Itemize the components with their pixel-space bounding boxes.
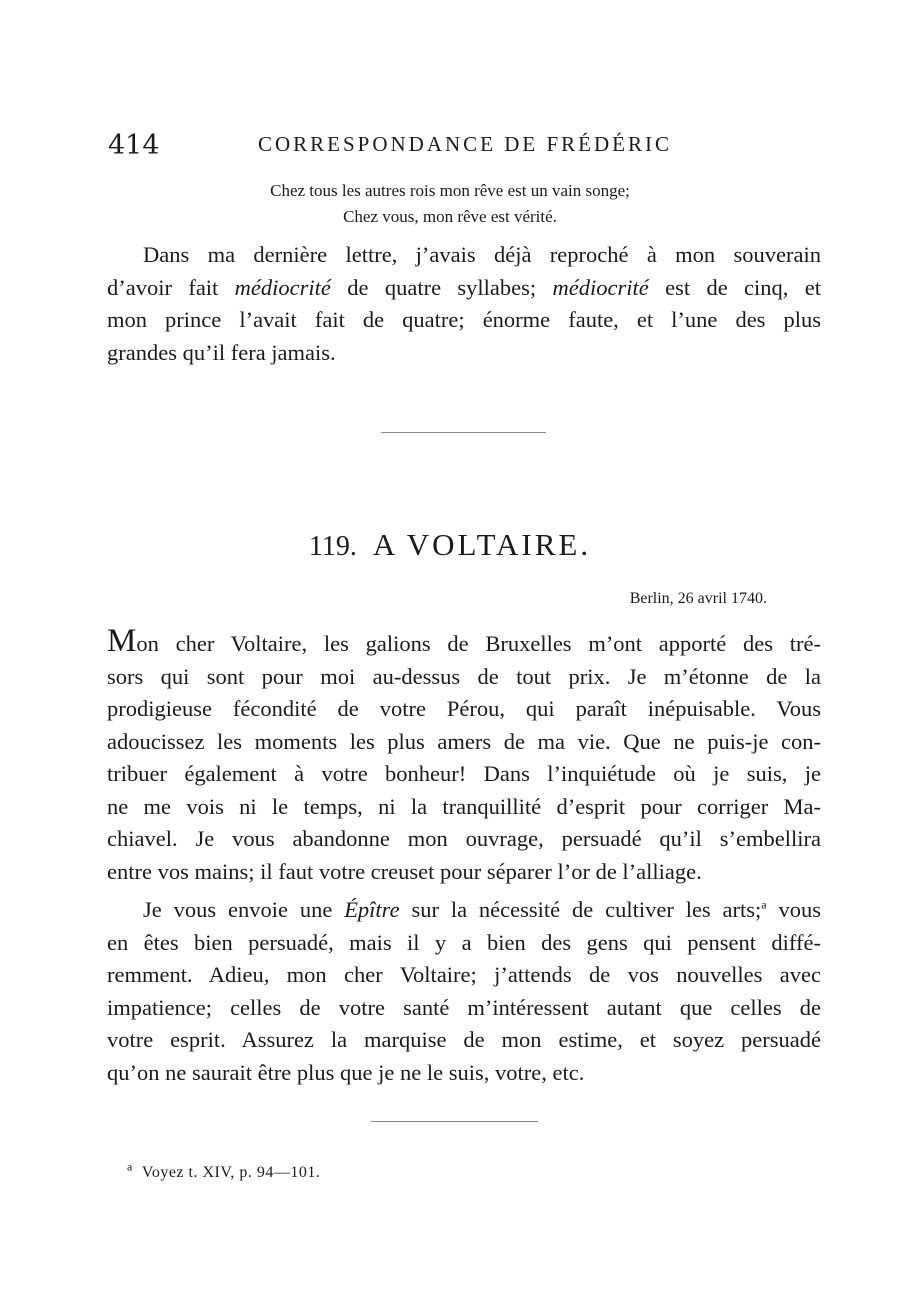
text-line: en êtes bien persuadé, mais il y a bien des gens qui pensent diffé- (107, 929, 821, 955)
verse-line: Chez tous les autres rois mon rêve est un vain songe; (270, 181, 630, 200)
verse-quotation (200, 178, 700, 230)
drop-cap: M (107, 623, 137, 659)
text-line: tribuer également à votre bonheur! Dans l’inquiétude où je suis, je (107, 761, 821, 786)
italic-word: Épître (344, 897, 400, 922)
footnote (127, 1159, 321, 1182)
running-title: CORRESPONDANCE DE FRÉDÉRIC (257, 132, 673, 156)
text-line: grandes qu’il fera jamais. (107, 339, 336, 365)
page-number: 414 (108, 130, 160, 161)
letter-paragraph-1 (107, 623, 821, 888)
footnote-divider (371, 1121, 538, 1122)
text-line (107, 623, 821, 661)
footnote-marker: a (127, 1159, 133, 1174)
text-line: qu’on ne saurait être plus que je ne le suis, votre, etc. (107, 1059, 585, 1085)
text-line: entre vos mains; il faut votre creuset pour séparer l’or de l’alliage. (107, 858, 702, 884)
text-span: sur la nécessité de cultiver les arts; (399, 897, 762, 922)
text-line: votre esprit. Assurez la marquise de mon estime, et soyez persuadé (107, 1027, 821, 1052)
text-line: ne me vois ni le temps, ni la tranquillité d’esprit pour corriger Ma- (107, 793, 821, 819)
text-line: prodigieuse fécondité de votre Pérou, qui paraît inépuisable. Vous (107, 696, 821, 721)
text-line (107, 272, 821, 305)
section-divider (381, 432, 546, 433)
footnote-marker: a (761, 897, 767, 912)
letter-title: A VOLTAIRE. (372, 527, 592, 562)
letter-number: 119. (308, 531, 357, 562)
text-line: Dans ma dernière lettre, j’avais déjà reproché à mon souverain (143, 242, 821, 267)
verse-line: Chez vous, mon rêve est vérité. (343, 207, 557, 226)
italic-word: médiocrité (552, 274, 649, 300)
text-line: remment. Adieu, mon cher Voltaire; j’attends de vos nouvelles avec (107, 962, 821, 987)
text-line: chiavel. Je vous abandonne mon ouvrage, persuadé qu’il s’embellira (107, 826, 821, 851)
text-line: adoucissez les moments les plus amers de ma vie. Que ne puis-je con- (107, 728, 821, 754)
letter-heading (0, 527, 900, 563)
text-span: de quatre syllabes; (330, 274, 553, 300)
preceding-paragraph (107, 239, 821, 369)
letter-paragraph-2 (107, 894, 821, 1089)
text-line: mon prince l’avait fait de quatre; énorme faute, et l’une des plus (107, 307, 821, 332)
italic-word: médiocrité (234, 274, 331, 300)
text-line: sors qui sont pour moi au-dessus de tout prix. Je m’étonne de la (107, 663, 821, 689)
text-span: est de cinq, et (648, 274, 821, 300)
text-line: impatience; celles de votre santé m’intéressent autant que celles de (107, 994, 821, 1020)
text-span: d’avoir fait (107, 274, 235, 300)
text-line (107, 894, 821, 927)
dateline: Berlin, 26 avril 1740. (629, 590, 767, 607)
text-span: Je vous envoie une (143, 897, 345, 922)
text-span: on cher Voltaire, les galions de Bruxelles m’ont apporté des tré- (136, 631, 821, 656)
text-span: vous (766, 897, 821, 922)
footnote-text: Voyez t. XIV, p. 94—101. (141, 1164, 321, 1181)
